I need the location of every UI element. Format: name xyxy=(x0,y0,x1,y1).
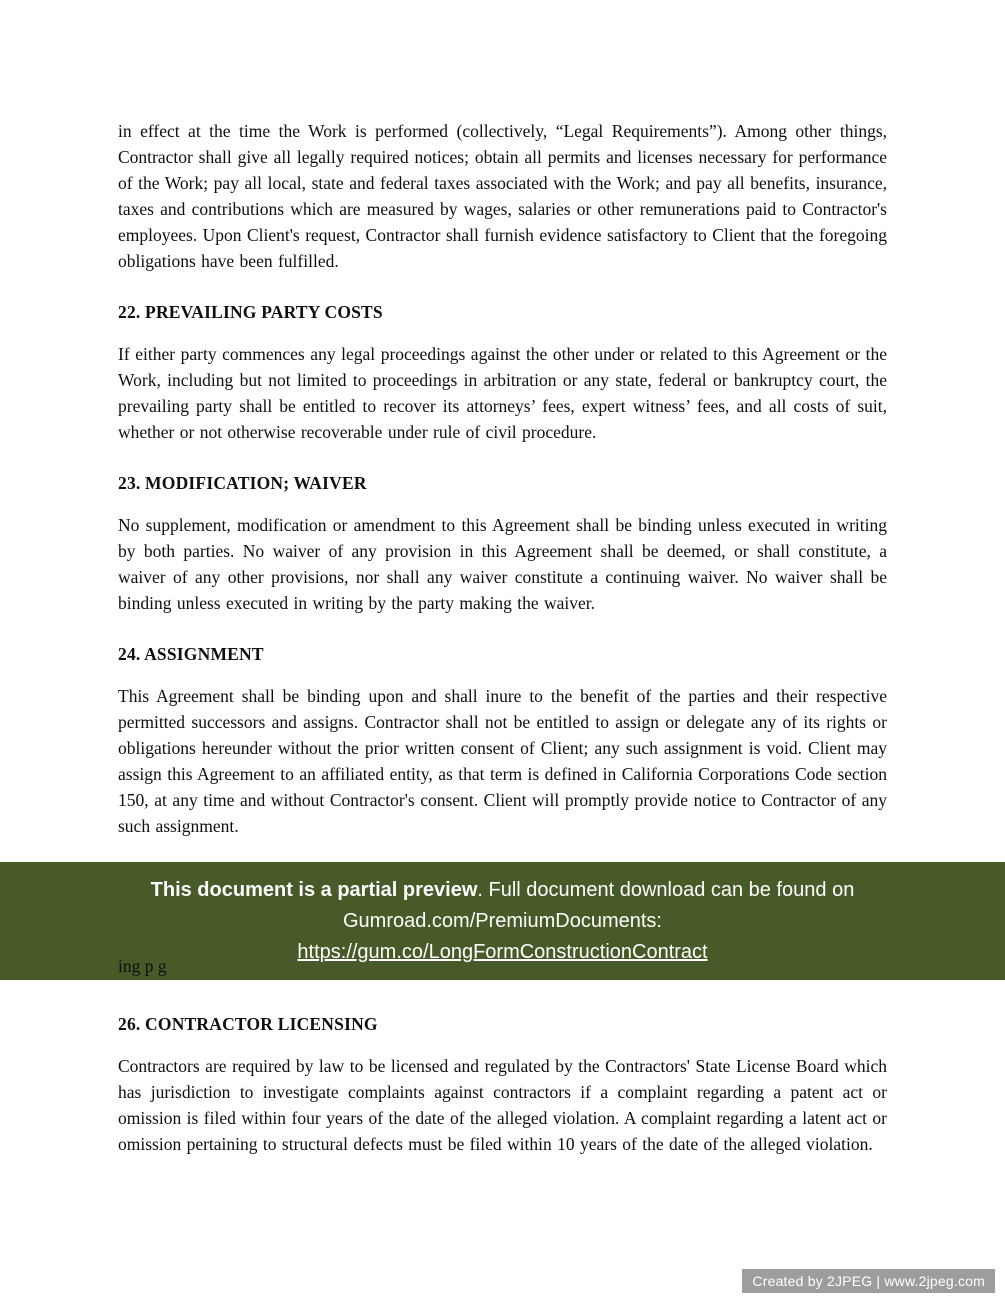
paragraph-assignment: This Agreement shall be binding upon and shall inure to the benefit of the parties and their respective permitted successors and assigns. Contractor shall not be entitled to assign or delegate any of its rights or obligations hereunder without the prior written consent of Client; any such assignment is void. Client may assign this Agreement to an affiliated entity, as that term is defined in California Corporations Code section 150, at any time and without Contractor's consent. Client will promptly provide notice to Contractor of any such assignment. xyxy=(118,686,887,836)
paragraph-prevailing-party-costs: If either party commences any legal proceedings against the other under or related to this Agreement or the Work, including but not limited to proceedings in arbitration or any state, federal or bankruptcy court, the prevailing party shall be entitled to recover its attorneys’ fees, expert witness’ fees, and all costs of suit, whether or not otherwise recoverable under rule of civil procedure. xyxy=(118,344,887,442)
preview-banner-line2: Gumroad.com/PremiumDocuments: xyxy=(343,909,662,932)
section-heading-22-prevailing-party-costs: 22. PREVAILING PARTY COSTS xyxy=(118,302,383,322)
section-heading-26-contractor-licensing: 26. CONTRACTOR LICENSING xyxy=(118,1014,378,1034)
section-heading-24-assignment: 24. ASSIGNMENT xyxy=(118,644,264,664)
document-body-after-banner xyxy=(118,1000,887,1175)
section-heading-23-modification-waiver: 23. MODIFICATION; WAIVER xyxy=(118,473,367,493)
paragraph-contractor-licensing: Contractors are required by law to be licensed and regulated by the Contractors' State License Board which has jurisdiction to investigate complaints against contractors if a complaint regarding a patent act or omission is filed within four years of the date of the alleged violation. A complaint regarding a latent act or omission pertaining to structural defects must be filed within 10 years of the date of the alleged violation. xyxy=(118,1056,887,1154)
partially-obscured-line: ing p g xyxy=(118,956,167,976)
preview-banner-text: . Full document download can be found on xyxy=(477,878,855,901)
preview-banner-bold-text: This document is a partial preview xyxy=(150,878,478,901)
watermark-badge: Created by 2JPEG | www.2jpeg.com xyxy=(742,1269,995,1293)
paragraph-legal-requirements: in effect at the time the Work is performed (collectively, “Legal Requirements”). Among other things, Contractor shall give all legally required notices; obtain all permits and licenses necessary for performance of the Work; pay all local, state and federal taxes associated with the Work; and pay all benefits, insurance, taxes and contributions which are measured by wages, salaries or other remunerations paid to Contractor's employees. Upon Client's request, Contractor shall furnish evidence satisfactory to Client that the foregoing obligations have been fulfilled. xyxy=(118,121,887,271)
preview-banner-link[interactable]: https://gum.co/LongFormConstructionContract xyxy=(297,940,708,963)
preview-banner-line1 xyxy=(40,875,965,906)
paragraph-modification-waiver: No supplement, modification or amendment to this Agreement shall be binding unless executed in writing by both parties. No waiver of any provision in this Agreement shall be deemed, or shall constitute, a waiver of any other provisions, nor shall any waiver constitute a continuing waiver. No waiver shall be binding unless executed in writing by the party making the waiver. xyxy=(118,515,887,613)
